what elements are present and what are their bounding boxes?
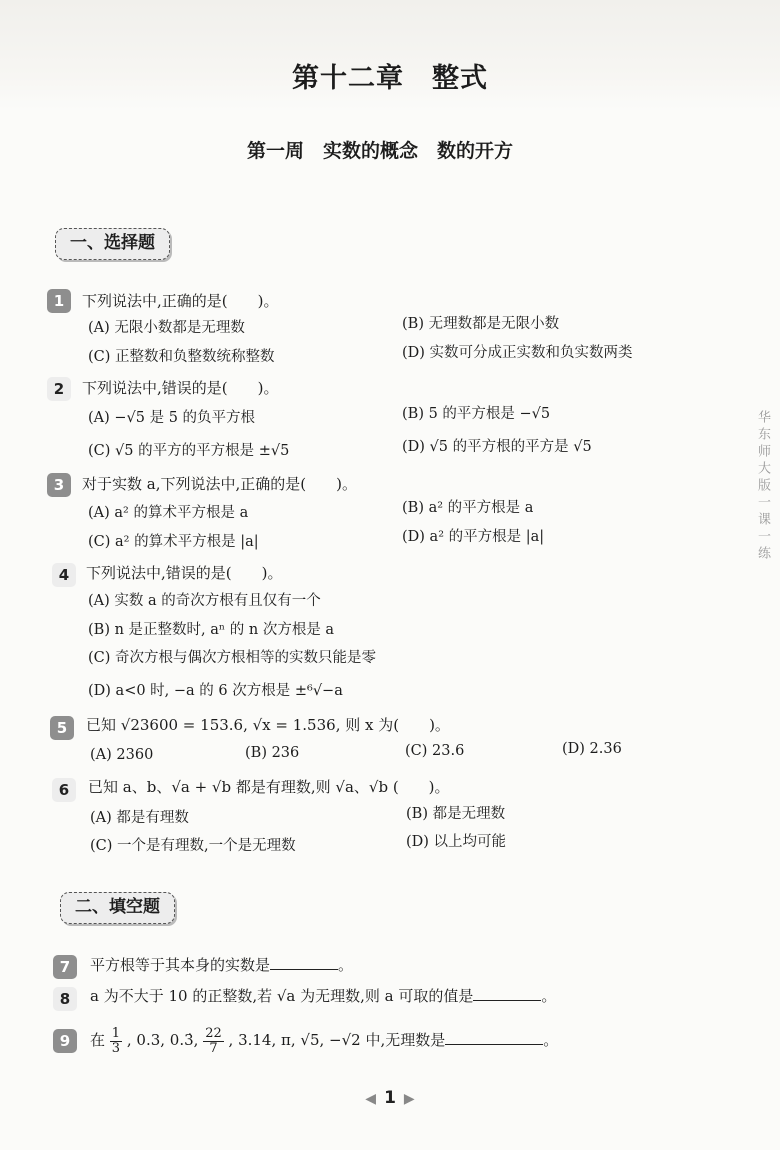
question-number: 3 bbox=[47, 473, 71, 497]
fraction-numerator: 22 bbox=[205, 1025, 222, 1041]
option-c: (C) 23.6 bbox=[405, 743, 465, 759]
question-number: 5 bbox=[50, 716, 74, 740]
option-b: (B) 236 bbox=[245, 745, 300, 761]
fraction-denominator: 3 bbox=[111, 1040, 121, 1056]
week-title: 第一周 实数的概念 数的开方 bbox=[246, 140, 513, 162]
option-b: (B) a² 的平方根是 a bbox=[402, 500, 534, 516]
question-number: 7 bbox=[53, 955, 77, 979]
page-number-area bbox=[0, 1088, 780, 1108]
fraction bbox=[203, 1027, 224, 1056]
option-d: (D) √5 的平方根的平方是 √5 bbox=[402, 439, 592, 455]
option-b: (B) 无理数都是无限小数 bbox=[402, 316, 560, 332]
question-stem bbox=[90, 955, 353, 975]
option-d: (D) a² 的平方根是 |a| bbox=[402, 529, 545, 545]
next-page-icon[interactable]: ▶ bbox=[403, 1091, 415, 1107]
option-a: (A) 无限小数都是无理数 bbox=[88, 320, 245, 336]
question-stem: 对于实数 a,下列说法中,正确的是( )。 bbox=[82, 475, 357, 493]
chapter-title: 第十二章 整式 bbox=[292, 63, 488, 94]
question-stem bbox=[90, 1026, 558, 1056]
option-d: (D) 2.36 bbox=[562, 741, 622, 757]
fraction-denominator: 7 bbox=[209, 1040, 218, 1056]
option-c: (C) √5 的平方的平方根是 ±√5 bbox=[88, 443, 290, 459]
question-stem: 已知 a、b、√a + √b 都是有理数,则 √a、√b ( )。 bbox=[88, 778, 450, 796]
option-a: (A) −√5 是 5 的负平方根 bbox=[88, 410, 256, 426]
option-d: (D) 以上均可能 bbox=[406, 834, 507, 850]
page-number: 1 bbox=[384, 1088, 396, 1108]
question-number: 6 bbox=[52, 778, 76, 802]
option-b: (B) 5 的平方根是 −√5 bbox=[402, 406, 551, 422]
question-stem: 下列说法中,正确的是( )。 bbox=[82, 292, 279, 310]
question-number: 8 bbox=[53, 987, 77, 1011]
option-c: (C) a² 的算术平方根是 |a| bbox=[88, 534, 259, 550]
stem-text: , 3.14, π, √5, −√2 中,无理数是 bbox=[228, 1031, 446, 1049]
question-stem: 已知 √23600 = 153.6, √x = 1.536, 则 x 为( )。 bbox=[86, 716, 450, 734]
stem-text: 。 bbox=[543, 1031, 559, 1049]
option-b: (B) 都是无理数 bbox=[406, 806, 506, 822]
section-choice-heading: 一、选择题 bbox=[55, 228, 170, 260]
option-a: (A) 实数 a 的奇次方根有且仅有一个 bbox=[88, 593, 321, 609]
option-b: (B) n 是正整数时, aⁿ 的 n 次方根是 a bbox=[88, 622, 335, 638]
stem-text: 。 bbox=[541, 987, 557, 1005]
stem-text: , 0.3, 0.3̇, bbox=[126, 1031, 199, 1049]
option-d: (D) 实数可分成正实数和负实数两类 bbox=[402, 345, 633, 361]
stem-text: 在 bbox=[90, 1031, 106, 1049]
answer-blank[interactable] bbox=[270, 955, 338, 970]
question-stem bbox=[90, 986, 556, 1006]
prev-page-icon[interactable]: ◀ bbox=[365, 1091, 377, 1107]
answer-blank[interactable] bbox=[473, 986, 541, 1001]
answer-blank[interactable] bbox=[445, 1030, 543, 1045]
section-fill-heading: 二、填空题 bbox=[60, 892, 175, 924]
option-c: (C) 一个是有理数,一个是无理数 bbox=[90, 838, 296, 854]
option-d: (D) a<0 时, −a 的 6 次方根是 ±⁶√−a bbox=[88, 683, 343, 699]
question-stem: 下列说法中,错误的是( )。 bbox=[82, 379, 279, 397]
question-number: 1 bbox=[47, 289, 71, 313]
side-series-label: 华东师大版一课一练 bbox=[755, 410, 770, 563]
option-a: (A) 都是有理数 bbox=[90, 810, 189, 826]
stem-text: 。 bbox=[338, 956, 354, 974]
fraction-numerator: 1 bbox=[111, 1025, 121, 1041]
question-number: 9 bbox=[53, 1029, 77, 1053]
question-number: 4 bbox=[52, 563, 76, 587]
question-stem: 下列说法中,错误的是( )。 bbox=[86, 564, 283, 582]
option-c: (C) 正整数和负整数统称整数 bbox=[88, 349, 275, 365]
option-a: (A) 2360 bbox=[90, 747, 154, 763]
stem-text: a 为不大于 10 的正整数,若 √a 为无理数,则 a 可取的值是 bbox=[90, 987, 474, 1005]
option-a: (A) a² 的算术平方根是 a bbox=[88, 505, 249, 521]
fraction bbox=[110, 1027, 122, 1056]
stem-text: 平方根等于其本身的实数是 bbox=[90, 956, 271, 974]
question-number: 2 bbox=[47, 377, 71, 401]
option-c: (C) 奇次方根与偶次方根相等的实数只能是零 bbox=[88, 650, 377, 666]
